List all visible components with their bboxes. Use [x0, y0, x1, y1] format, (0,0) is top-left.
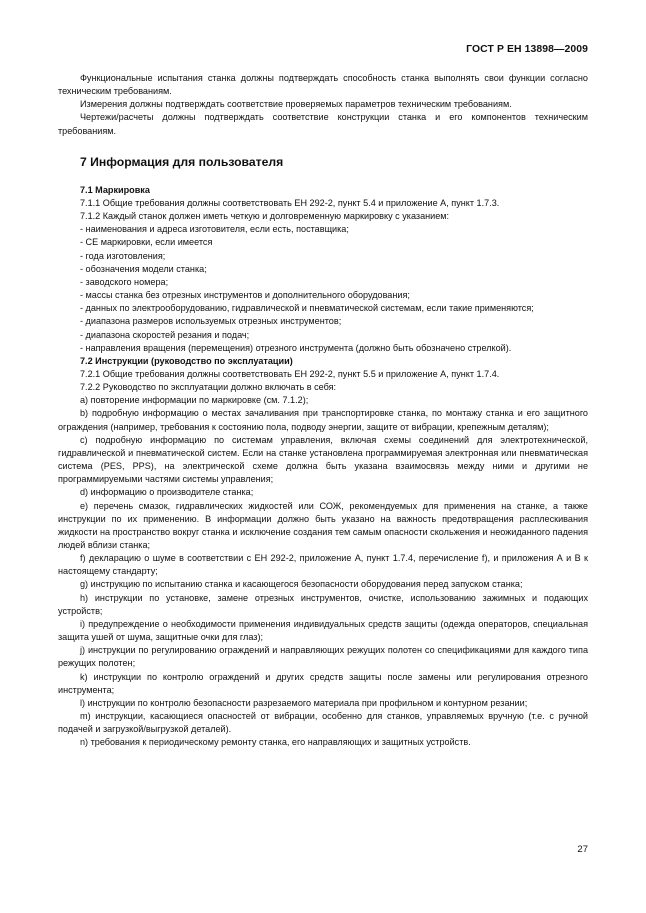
clause-7-1-2: 7.1.2 Каждый станок должен иметь четкую и долговременную маркировку с указанием:: [80, 211, 450, 222]
page-number: 27: [577, 844, 588, 855]
manual-list: [58, 394, 588, 749]
list-item: h) инструкции по установке, замене отрезных инструментов, очистке, использованию зажимных и подающих устройств;: [58, 592, 588, 616]
subsection-7-2-title: 7.2 Инструкции (руководство по эксплуатации): [80, 355, 293, 366]
list-item: - СЕ маркировки, если имеется: [80, 237, 213, 248]
list-item: d) информацию о производителе станка;: [80, 487, 254, 498]
list-item: m) инструкции, касающиеся опасностей от вибрации, особенно для станков, управляемых вручную (т.е. с ручной подачей и загрузкой/выгрузкой деталей).: [58, 711, 588, 735]
list-item: е) перечень смазок, гидравлических жидкостей или СОЖ, рекомендуемых для применения на станке, а также инструкции по их применению. В информации должно быть указано на важность предотвращения расплескивания жидкости на пространство вокруг станка и исключение создания тем самым опасности скольжения и неожиданного падения людей вблизи станка;: [58, 500, 588, 550]
list-item: k) инструкции по контролю ограждений и других средств защиты после замены или регулирования отрезного инструмента;: [58, 671, 588, 695]
section-7-title: 7 Информация для пользователя: [80, 154, 284, 169]
clause-7-2-2: 7.2.2 Руководство по эксплуатации должно включать в себя:: [80, 382, 337, 393]
clause-7-2-1: 7.2.1 Общие требования должны соответствовать ЕН 292-2, пункт 5.5 и приложение А, пункт 1.7.4.: [80, 368, 500, 379]
list-item: b) подробную информацию о местах зачаливания при транспортировке станка, по монтажу станка и его защитного ограждения (например, требования к состоянию пола, подводу энергии, защите от вибрации, крепежным деталям);: [58, 408, 588, 432]
intro-paragraph: Измерения должны подтверждать соответствие проверяемых параметров техническим требованиям.: [80, 99, 512, 110]
list-item: - данных по электрооборудованию, гидравлической и пневматической системам, если такие применяются;: [80, 303, 534, 314]
list-item: - диапазона скоростей резания и подач;: [80, 329, 250, 340]
list-item: n) требования к периодическому ремонту станка, его направляющих и защитных устройств.: [80, 737, 471, 748]
list-item: g) инструкцию по испытанию станка и касающегося безопасности оборудования перед запуском станка;: [80, 579, 523, 590]
page-content: [58, 72, 588, 750]
intro-paragraph: Чертежи/расчеты должны подтверждать соответствие конструкции станка и его компонентов техническим требованиям.: [58, 112, 588, 136]
list-item: - наименования и адреса изготовителя, если есть, поставщика;: [80, 224, 349, 235]
marking-list: [58, 223, 588, 355]
list-item: - обозначения модели станка;: [80, 263, 207, 274]
subsection-7-1-title: 7.1 Маркировка: [80, 184, 150, 195]
list-item: i) предупреждение о необходимости применения индивидуальных средств защиты (одежда операторов, специальная защита ушей от шума, защитные очки для глаз);: [58, 618, 588, 643]
clause-7-1-1: 7.1.1 Общие требования должны соответствовать ЕН 292-2, пункт 5.4 и приложение А, пункт 1.7.3.: [80, 197, 500, 208]
list-item: - диапазона размеров используемых отрезных инструментов;: [80, 316, 342, 327]
list-item: с) подробную информацию по системам управления, включая схемы соединений для электротехнической, гидравлической и пневматической систем. Если на станке установлена программируемая электронная или пневматическая система (PES, PPS), на электрической схеме должна быть указана взаимосвязь между ними и другими не программируемыми частями системы управления;: [58, 434, 588, 485]
list-item: f) декларацию о шуме в соответствии с ЕН 292-2, приложение А, пункт 1.7.4, перечисление f), и приложения А и В к настоящему стандарту;: [58, 553, 588, 577]
intro-paragraph: Функциональные испытания станка должны подтверждать способность станка выполнять свои функции согласно техническим требованиям.: [58, 73, 588, 97]
list-item: l) инструкции по контролю безопасности разрезаемого материала при профильном и контурном резании;: [80, 697, 528, 708]
list-item: - года изготовления;: [80, 250, 166, 261]
list-item: j) инструкции по регулированию ограждений и направляющих режущих полотен со спецификациями для каждого типа режущих полотен;: [58, 645, 588, 669]
list-item: - массы станка без отрезных инструментов и дополнительного оборудования;: [80, 290, 410, 301]
list-item: - направления вращения (перемещения) отрезного инструмента (должно быть обозначено стрелкой).: [80, 342, 512, 353]
list-item: - заводского номера;: [80, 276, 169, 287]
document-header: ГОСТ Р ЕН 13898—2009: [466, 44, 588, 55]
list-item: а) повторение информации по маркировке (см. 7.1.2);: [80, 395, 309, 406]
